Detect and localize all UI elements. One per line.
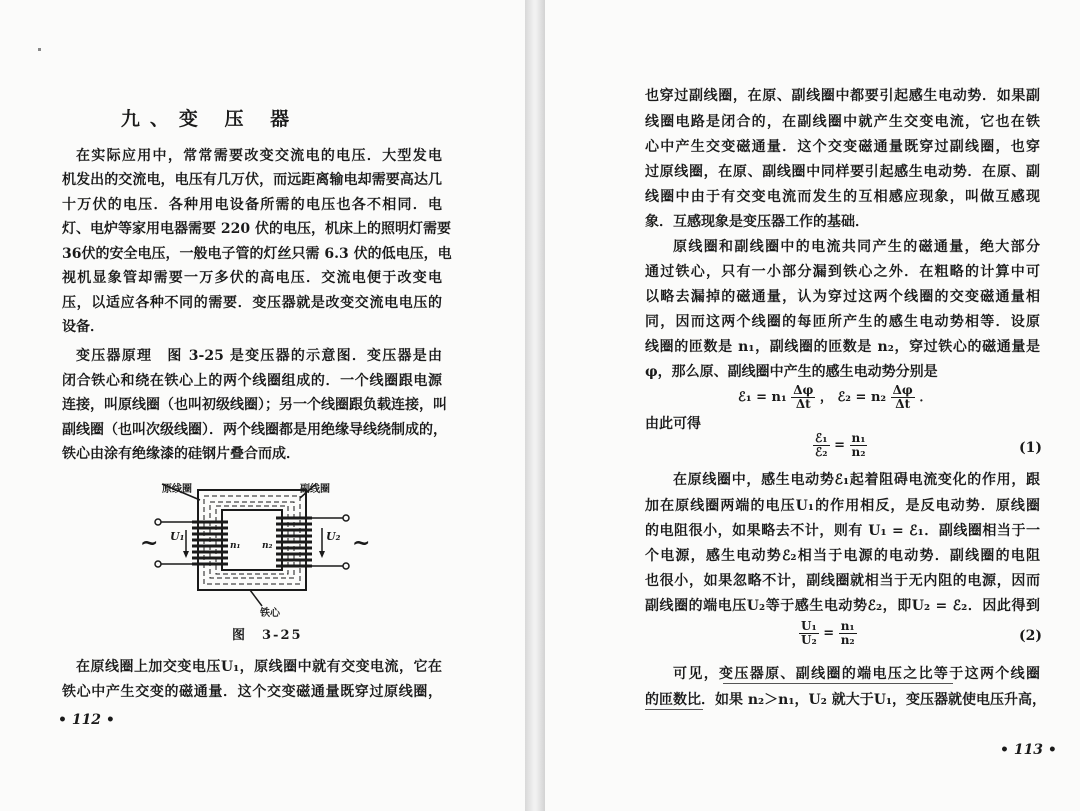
paragraph-line: 机发出的交流电，电压有几万伏，而远距离输电却需要高达几 bbox=[62, 172, 442, 188]
scan-speck bbox=[38, 48, 41, 51]
paragraph-line: φ，那么原、副线圈中产生的感生电动势分别是 bbox=[645, 364, 938, 380]
terminal-primary-top bbox=[155, 519, 161, 525]
equation-number-1: (1) bbox=[1019, 440, 1042, 456]
paragraph-line: 设备． bbox=[62, 319, 104, 335]
terminal-secondary-top bbox=[343, 515, 349, 521]
ac-source-symbol: ~ bbox=[140, 530, 159, 556]
label-u1: U₁ bbox=[170, 530, 185, 543]
label-iron-core: 铁心 bbox=[260, 608, 280, 619]
figure-caption: 图 3-25 bbox=[232, 628, 303, 643]
equation-2: $\frac{\text{U₁}}{\text{U₂}}$ = $\frac{\text{n₁}}{\text{n₂}}$ bbox=[801, 619, 855, 647]
iron-core-inner bbox=[222, 510, 282, 570]
paragraph-line: 铁心中产生交变的磁通量．这个交变磁通量既穿过原线圈， bbox=[62, 684, 442, 700]
paragraph-line: 心中产生交变磁通量．这个交变磁通量既穿过副线圈，也穿 bbox=[645, 139, 1040, 155]
paragraph-line: 过原线圈，在原、副线圈中同样要引起感生电动势．在原、副 bbox=[645, 164, 1040, 180]
paragraph-line: 的匝数比．如果 n₂＞n₁，U₂ 就大于U₁，变压器就使电压升高， bbox=[645, 692, 1047, 708]
secondary-coil bbox=[276, 518, 312, 566]
chapter-title: 九、变 压 器 bbox=[120, 108, 300, 130]
paragraph-line: 线圈的匝数是 n₁，副线圈的匝数是 n₂，穿过铁心的磁通量是 bbox=[645, 339, 1040, 355]
ac-load-symbol: ~ bbox=[352, 530, 370, 556]
paragraph-line: 也穿过副线圈，在原、副线圈中都要引起感生电动势．如果副 bbox=[645, 88, 1040, 104]
page-number: • 113 • bbox=[1000, 742, 1057, 758]
paragraph-line: 副线圈的端电压U₂等于感生电动势ℰ₂，即U₂ = ℰ₂．因此得到 bbox=[645, 598, 1040, 614]
paragraph-line: 压，以适应各种不同的需要．变压器就是改变交流电电压的 bbox=[62, 295, 442, 311]
paragraph-line: 灯、电炉等家用电器需要 220 伏的电压，机床上的照明灯需要 bbox=[62, 221, 451, 237]
page-number: • 112 • bbox=[58, 712, 115, 728]
paragraph-line: 象．互感现象是变压器工作的基础． bbox=[645, 214, 869, 230]
derive-text: 由此可得 bbox=[645, 416, 701, 432]
paragraph-line: 个电源，感生电动势ℰ₂相当于电源的电动势．副线圈的电阻 bbox=[645, 548, 1040, 564]
paragraph-line: 在原线圈中，感生电动势ℰ₁起着阻碍电流变化的作用，跟 bbox=[673, 472, 1040, 488]
paragraph-line: 以略去漏掉的磁通量，认为穿过这两个线圈的交变磁通量相 bbox=[645, 289, 1040, 305]
transformer-diagram bbox=[140, 478, 370, 623]
emphasis-underline bbox=[645, 709, 703, 710]
paragraph-line: 加在原线圈两端的电压U₁的作用相反，是反电动势．原线圈 bbox=[645, 498, 1040, 514]
paragraph-line: 线圈中由于有交变电流而发生的互相感应现象，叫做互感现 bbox=[645, 189, 1040, 205]
paragraph-line: 同，因而这两个线圈的每匝所产生的感生电动势相等．设原 bbox=[645, 314, 1040, 330]
label-n2: n₂ bbox=[262, 541, 273, 551]
emf-e2: ℰ₂ = n₂ bbox=[837, 390, 887, 405]
label-primary-coil: 原线圈 bbox=[162, 484, 192, 495]
paragraph-line: 在实际应用中，常常需要改变交流电的电压．大型发电 bbox=[76, 148, 442, 164]
paragraph-line: 十万伏的电压．各种用电设备所需的电压也各不相同．电 bbox=[62, 197, 442, 213]
equation-number-2: (2) bbox=[1019, 628, 1042, 644]
paragraph-line: 也很小，如果忽略不计，副线圈就相当于无内阻的电源，因而 bbox=[645, 573, 1040, 589]
paragraph-line: 副线圈（也叫次级线圈）．两个线圈都是用绝缘导线绕制成的， bbox=[62, 422, 447, 438]
book-gutter bbox=[525, 0, 545, 811]
paragraph-line: 原线圈和副线圈中的电流共同产生的磁通量，绝大部分 bbox=[673, 239, 1040, 255]
emf-formula: ℰ₁ = n₁ $\frac{\Delta\varphi}{\Delta t}$ ， ℰ₂ = n₂ $\frac{\Delta\varphi}{\Delta t}$ ． bbox=[738, 383, 933, 411]
label-secondary-coil: 副线圈 bbox=[300, 484, 330, 495]
emphasis-underline bbox=[723, 683, 953, 684]
paragraph-line: 36伏的安全电压，一般电子管的灯丝只需 6.3 伏的低电压，电 bbox=[62, 246, 452, 262]
paragraph-line: 通过铁心，只有一小部分漏到铁心之外．在粗略的计算中可 bbox=[645, 264, 1040, 280]
paragraph-line: 在原线圈上加交变电压U₁，原线圈中就有交变电流，它在 bbox=[76, 659, 442, 675]
paragraph-line: 连接，叫原线圈（也叫初级线圈）；另一个线圈跟负载连接，叫 bbox=[62, 397, 447, 413]
paragraph-line: 铁心由涂有绝缘漆的硅钢片叠合而成． bbox=[62, 446, 300, 462]
label-u2: U₂ bbox=[326, 530, 341, 543]
terminal-secondary-bottom bbox=[343, 563, 349, 569]
equation-1: $\frac{\text{ℰ₁}}{\text{ℰ₂}}$ = $\frac{\text{n₁}}{\text{n₂}}$ bbox=[815, 431, 866, 459]
paragraph-line: 可见，变压器原、副线圈的端电压之比等于这两个线圈 bbox=[673, 666, 1040, 682]
paragraph-line: 闭合铁心和绕在铁心上的两个线圈组成的．一个线圈跟电源 bbox=[62, 373, 442, 389]
section-heading-line: 变压器原理 图 3-25 是变压器的示意图．变压器是由 bbox=[76, 348, 442, 364]
right-page bbox=[545, 0, 1080, 811]
left-page bbox=[0, 0, 525, 811]
paragraph-line: 线圈电路是闭合的，在副线圈中就产生交变电流，它也在铁 bbox=[645, 114, 1040, 130]
paragraph-line: 视机显象管却需要一万多伏的高电压．交流电便于改变电 bbox=[62, 270, 442, 286]
terminal-primary-bottom bbox=[155, 561, 161, 567]
label-n1: n₁ bbox=[230, 541, 241, 551]
paragraph-line: 的电阻很小，如果略去不计，则有 U₁ = ℰ₁．副线圈相当于一 bbox=[645, 523, 1040, 539]
emf-e1: ℰ₁ = n₁ bbox=[738, 390, 787, 405]
